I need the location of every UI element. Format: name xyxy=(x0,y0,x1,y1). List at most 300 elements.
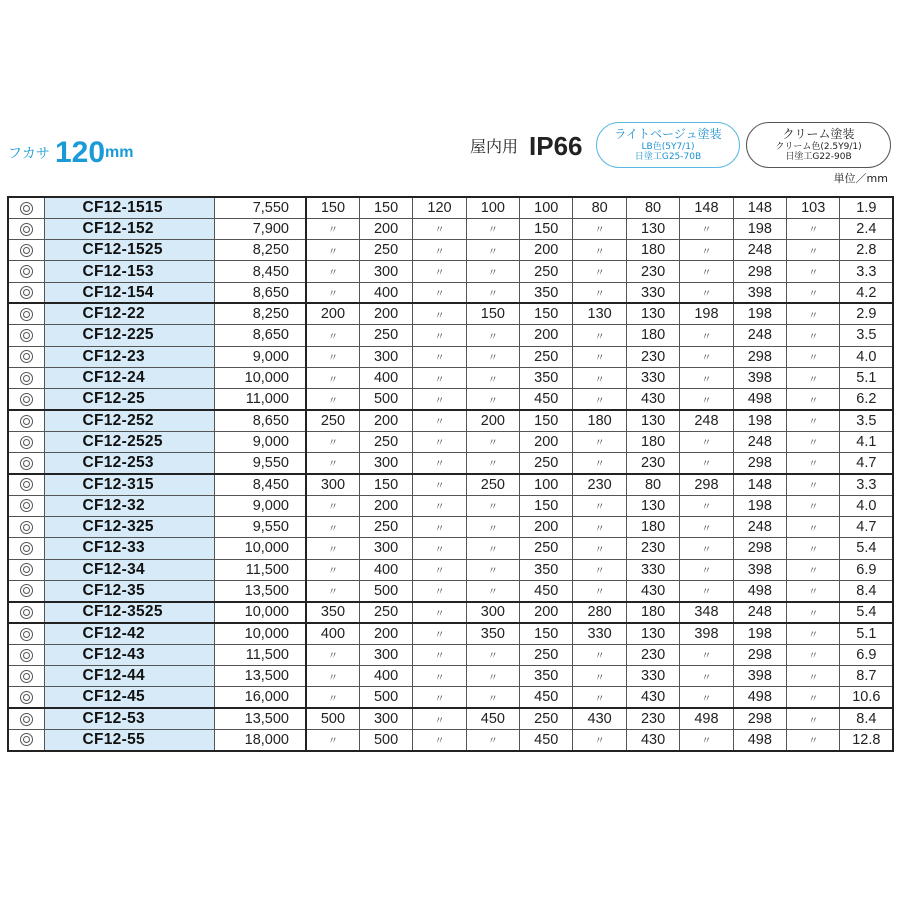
dimension-cell: 100 xyxy=(520,197,573,218)
double-circle-icon xyxy=(20,286,33,299)
dimension-cell: 298 xyxy=(733,708,786,729)
dimension-cell: 〃 xyxy=(680,559,733,580)
dimension-cell: 〃 xyxy=(787,729,840,750)
table-row xyxy=(8,367,893,388)
dimension-cell: 〃 xyxy=(413,623,466,644)
dimension-cell: 〃 xyxy=(787,410,840,431)
dimension-cell: 300 xyxy=(306,474,359,495)
dimension-cell: 148 xyxy=(733,474,786,495)
price-cell: 11,000 xyxy=(214,389,306,410)
dimension-cell: 130 xyxy=(626,303,679,324)
dimension-cell: 4.1 xyxy=(840,431,893,452)
table-row xyxy=(8,431,893,452)
dimension-cell: 〃 xyxy=(787,389,840,410)
dimension-cell: 2.4 xyxy=(840,218,893,239)
table-row xyxy=(8,495,893,516)
dimension-cell: 180 xyxy=(626,516,679,537)
double-circle-icon xyxy=(20,329,33,342)
dimension-cell: 〃 xyxy=(787,218,840,239)
dimension-cell: 〃 xyxy=(306,666,359,687)
table-row xyxy=(8,644,893,665)
dimension-cell: 〃 xyxy=(573,282,626,303)
dimension-cell: 150 xyxy=(359,474,412,495)
double-circle-icon xyxy=(20,649,33,662)
dimension-cell: 250 xyxy=(359,602,412,623)
dimension-cell: 〃 xyxy=(413,325,466,346)
dimension-cell: 〃 xyxy=(413,410,466,431)
dimension-cell: 450 xyxy=(520,580,573,601)
dimension-cell: 400 xyxy=(359,282,412,303)
dimension-cell: 300 xyxy=(359,346,412,367)
dimension-cell: 130 xyxy=(626,495,679,516)
dimension-cell: 398 xyxy=(733,282,786,303)
table-row xyxy=(8,666,893,687)
dimension-cell: 450 xyxy=(520,389,573,410)
double-circle-icon xyxy=(20,606,33,619)
table-row xyxy=(8,687,893,708)
double-circle-icon xyxy=(20,457,33,470)
dimension-cell: 250 xyxy=(359,516,412,537)
dimension-cell: 6.9 xyxy=(840,559,893,580)
dimension-cell: 〃 xyxy=(413,303,466,324)
double-circle-icon xyxy=(20,393,33,406)
dimension-cell: 330 xyxy=(626,666,679,687)
price-cell: 16,000 xyxy=(214,687,306,708)
row-icon-cell xyxy=(8,453,44,474)
dimension-cell: 〃 xyxy=(680,218,733,239)
dimension-cell: 398 xyxy=(680,623,733,644)
dimension-cell: 300 xyxy=(359,644,412,665)
dimension-cell: 500 xyxy=(359,687,412,708)
ip-rating: IP66 xyxy=(529,131,583,161)
double-circle-icon xyxy=(20,691,33,704)
dimension-cell: 230 xyxy=(626,453,679,474)
finish-lb-color-code: LB色(5Y7/1) xyxy=(641,141,695,152)
dimension-cell: 200 xyxy=(359,495,412,516)
row-icon-cell xyxy=(8,346,44,367)
finish-lb-title: ライトベージュ塗装 xyxy=(614,127,722,141)
table-row xyxy=(8,729,893,750)
dimension-cell: 〃 xyxy=(573,346,626,367)
dimension-cell: 〃 xyxy=(466,346,519,367)
dimension-cell: 400 xyxy=(359,367,412,388)
dimension-cell: 〃 xyxy=(787,687,840,708)
dimension-cell: 〃 xyxy=(787,495,840,516)
model-cell: CF12-225 xyxy=(44,325,214,346)
dimension-cell: 250 xyxy=(520,261,573,282)
dimension-cell: 〃 xyxy=(787,453,840,474)
unit-note: 単位／mm xyxy=(833,172,888,185)
row-icon-cell xyxy=(8,687,44,708)
row-icon-cell xyxy=(8,303,44,324)
dimension-cell: 〃 xyxy=(306,580,359,601)
table-row xyxy=(8,516,893,537)
dimension-cell: 230 xyxy=(626,708,679,729)
dimension-cell: 350 xyxy=(520,282,573,303)
dimension-cell: 400 xyxy=(359,666,412,687)
dimension-cell: 〃 xyxy=(306,261,359,282)
dimension-cell: 230 xyxy=(573,474,626,495)
row-icon-cell xyxy=(8,666,44,687)
dimension-cell: 〃 xyxy=(787,474,840,495)
dimension-cell: 300 xyxy=(466,602,519,623)
dimension-cell: 〃 xyxy=(680,240,733,261)
row-icon-cell xyxy=(8,495,44,516)
model-cell: CF12-44 xyxy=(44,666,214,687)
dimension-cell: 250 xyxy=(359,240,412,261)
dimension-cell: 330 xyxy=(626,282,679,303)
dimension-cell: 〃 xyxy=(413,261,466,282)
dimension-cell: 330 xyxy=(626,367,679,388)
model-cell: CF12-2525 xyxy=(44,431,214,452)
row-icon-cell xyxy=(8,410,44,431)
finish-cream-paint-code: 日塗工G22-90B xyxy=(785,152,852,163)
price-cell: 11,500 xyxy=(214,644,306,665)
dimension-cell: 250 xyxy=(520,346,573,367)
row-icon-cell xyxy=(8,602,44,623)
dimension-cell: 498 xyxy=(733,389,786,410)
double-circle-icon xyxy=(20,223,33,236)
finish-cream-color-code: クリーム色(2.5Y9/1) xyxy=(775,141,862,152)
table-row xyxy=(8,303,893,324)
dimension-cell: 〃 xyxy=(466,389,519,410)
dimension-cell: 〃 xyxy=(787,708,840,729)
price-cell: 7,550 xyxy=(214,197,306,218)
price-cell: 9,550 xyxy=(214,516,306,537)
dimension-cell: 350 xyxy=(520,559,573,580)
dimension-cell: 〃 xyxy=(573,367,626,388)
dimension-cell: 5.1 xyxy=(840,623,893,644)
dimension-cell: 10.6 xyxy=(840,687,893,708)
dimension-cell: 1.9 xyxy=(840,197,893,218)
dimension-cell: 148 xyxy=(680,197,733,218)
dimension-cell: 130 xyxy=(626,623,679,644)
dimension-cell: 250 xyxy=(359,325,412,346)
price-cell: 10,000 xyxy=(214,623,306,644)
model-cell: CF12-55 xyxy=(44,729,214,750)
dimension-cell: 400 xyxy=(359,559,412,580)
finish-lb-badge xyxy=(596,122,740,168)
dimension-cell: 4.7 xyxy=(840,453,893,474)
dimension-cell: 200 xyxy=(520,240,573,261)
dimension-cell: 150 xyxy=(520,303,573,324)
dimension-cell: 250 xyxy=(359,431,412,452)
model-cell: CF12-53 xyxy=(44,708,214,729)
dimension-cell: 298 xyxy=(733,453,786,474)
dimension-cell: 〃 xyxy=(413,346,466,367)
dimension-cell: 〃 xyxy=(413,367,466,388)
table-row xyxy=(8,389,893,410)
dimension-cell: 150 xyxy=(520,410,573,431)
dimension-cell: 130 xyxy=(626,218,679,239)
dimension-cell: 〃 xyxy=(306,325,359,346)
row-icon-cell xyxy=(8,282,44,303)
dimension-cell: 〃 xyxy=(466,580,519,601)
dimension-cell: 450 xyxy=(466,708,519,729)
dimension-cell: 498 xyxy=(680,708,733,729)
dimension-cell: 248 xyxy=(733,240,786,261)
dimension-cell: 280 xyxy=(573,602,626,623)
dimension-cell: 〃 xyxy=(466,240,519,261)
dimension-cell: 80 xyxy=(573,197,626,218)
dimension-cell: 〃 xyxy=(680,495,733,516)
table-row xyxy=(8,218,893,239)
dimension-cell: 〃 xyxy=(306,538,359,559)
dimension-cell: 〃 xyxy=(466,218,519,239)
dimension-cell: 398 xyxy=(733,367,786,388)
dimension-cell: 〃 xyxy=(413,431,466,452)
table-row xyxy=(8,261,893,282)
dimension-cell: 〃 xyxy=(573,261,626,282)
double-circle-icon xyxy=(20,478,33,491)
table-row xyxy=(8,410,893,431)
dimension-cell: 200 xyxy=(520,516,573,537)
dimension-cell: 180 xyxy=(626,602,679,623)
dimension-cell: 〃 xyxy=(413,516,466,537)
dimension-cell: 〃 xyxy=(413,495,466,516)
price-cell: 8,450 xyxy=(214,261,306,282)
dimension-cell: 230 xyxy=(626,538,679,559)
dimension-cell: 〃 xyxy=(573,389,626,410)
dimension-cell: 〃 xyxy=(466,261,519,282)
dimension-cell: 150 xyxy=(359,197,412,218)
dimension-cell: 398 xyxy=(733,666,786,687)
dimension-cell: 350 xyxy=(466,623,519,644)
dimension-cell: 198 xyxy=(733,623,786,644)
dimension-cell: 〃 xyxy=(680,453,733,474)
dimension-cell: 〃 xyxy=(466,559,519,580)
price-cell: 8,650 xyxy=(214,282,306,303)
model-cell: CF12-252 xyxy=(44,410,214,431)
depth-unit: mm xyxy=(105,144,134,161)
dimension-cell: 〃 xyxy=(413,282,466,303)
row-icon-cell xyxy=(8,325,44,346)
dimension-cell: 〃 xyxy=(680,282,733,303)
model-cell: CF12-1525 xyxy=(44,240,214,261)
price-cell: 10,000 xyxy=(214,538,306,559)
table-row xyxy=(8,453,893,474)
dimension-cell: 348 xyxy=(680,602,733,623)
dimension-cell: 〃 xyxy=(466,516,519,537)
dimension-cell: 〃 xyxy=(573,729,626,750)
dimension-cell: 〃 xyxy=(573,218,626,239)
dimension-cell: 〃 xyxy=(306,495,359,516)
double-circle-icon xyxy=(20,308,33,321)
dimension-cell: 〃 xyxy=(306,729,359,750)
dimension-cell: 〃 xyxy=(306,516,359,537)
dimension-cell: 298 xyxy=(680,474,733,495)
double-circle-icon xyxy=(20,670,33,683)
dimension-cell: 〃 xyxy=(573,644,626,665)
dimension-cell: 298 xyxy=(733,346,786,367)
dimension-cell: 〃 xyxy=(787,580,840,601)
dimension-cell: 150 xyxy=(520,218,573,239)
dimension-cell: 300 xyxy=(359,453,412,474)
double-circle-icon xyxy=(20,733,33,746)
dimension-cell: 120 xyxy=(413,197,466,218)
dimension-cell: 3.3 xyxy=(840,474,893,495)
model-cell: CF12-23 xyxy=(44,346,214,367)
dimension-cell: 〃 xyxy=(413,453,466,474)
dimension-cell: 〃 xyxy=(306,389,359,410)
model-cell: CF12-153 xyxy=(44,261,214,282)
dimension-cell: 80 xyxy=(626,197,679,218)
dimension-cell: 〃 xyxy=(787,240,840,261)
dimension-cell: 〃 xyxy=(466,431,519,452)
price-cell: 7,900 xyxy=(214,218,306,239)
dimension-cell: 200 xyxy=(359,623,412,644)
dimension-cell: 500 xyxy=(359,729,412,750)
dimension-cell: 230 xyxy=(626,261,679,282)
dimension-cell: 〃 xyxy=(680,367,733,388)
dimension-cell: 〃 xyxy=(306,687,359,708)
dimension-cell: 〃 xyxy=(466,495,519,516)
model-cell: CF12-24 xyxy=(44,367,214,388)
dimension-cell: 〃 xyxy=(787,303,840,324)
dimension-cell: 150 xyxy=(520,495,573,516)
dimension-cell: 〃 xyxy=(413,687,466,708)
dimension-cell: 500 xyxy=(306,708,359,729)
model-cell: CF12-315 xyxy=(44,474,214,495)
model-cell: CF12-325 xyxy=(44,516,214,537)
dimension-cell: 〃 xyxy=(573,580,626,601)
dimension-cell: 〃 xyxy=(573,538,626,559)
price-cell: 9,550 xyxy=(214,453,306,474)
table-row xyxy=(8,325,893,346)
table-row xyxy=(8,197,893,218)
dimension-cell: 〃 xyxy=(680,666,733,687)
dimension-cell: 〃 xyxy=(413,240,466,261)
price-cell: 10,000 xyxy=(214,367,306,388)
table-row xyxy=(8,282,893,303)
double-circle-icon xyxy=(20,350,33,363)
dimension-cell: 498 xyxy=(733,729,786,750)
dimension-cell: 2.8 xyxy=(840,240,893,261)
model-cell: CF12-22 xyxy=(44,303,214,324)
dimension-cell: 5.4 xyxy=(840,538,893,559)
dimension-cell: 〃 xyxy=(466,729,519,750)
dimension-cell: 330 xyxy=(573,623,626,644)
dimension-cell: 〃 xyxy=(787,367,840,388)
price-cell: 13,500 xyxy=(214,580,306,601)
dimension-cell: 430 xyxy=(626,580,679,601)
spec-table xyxy=(7,196,894,752)
price-cell: 13,500 xyxy=(214,666,306,687)
double-circle-icon xyxy=(20,499,33,512)
table-row xyxy=(8,708,893,729)
dimension-cell: 430 xyxy=(573,708,626,729)
dimension-cell: 430 xyxy=(626,687,679,708)
price-cell: 9,000 xyxy=(214,346,306,367)
model-cell: CF12-1515 xyxy=(44,197,214,218)
dimension-cell: 〃 xyxy=(573,559,626,580)
dimension-cell: 250 xyxy=(520,708,573,729)
table-row xyxy=(8,240,893,261)
table-row xyxy=(8,623,893,644)
dimension-cell: 450 xyxy=(520,729,573,750)
dimension-cell: 〃 xyxy=(466,687,519,708)
dimension-cell: 〃 xyxy=(466,666,519,687)
dimension-cell: 〃 xyxy=(306,367,359,388)
dimension-cell: 198 xyxy=(733,410,786,431)
dimension-cell: 〃 xyxy=(573,431,626,452)
dimension-cell: 150 xyxy=(520,623,573,644)
dimension-cell: 200 xyxy=(359,218,412,239)
dimension-cell: 〃 xyxy=(680,325,733,346)
dimension-cell: 12.8 xyxy=(840,729,893,750)
row-icon-cell xyxy=(8,729,44,750)
model-cell: CF12-45 xyxy=(44,687,214,708)
spec-table-body xyxy=(8,197,893,751)
row-icon-cell xyxy=(8,367,44,388)
dimension-cell: 〃 xyxy=(680,580,733,601)
dimension-cell: 〃 xyxy=(787,325,840,346)
dimension-cell: 180 xyxy=(573,410,626,431)
dimension-cell: 4.0 xyxy=(840,495,893,516)
dimension-cell: 100 xyxy=(520,474,573,495)
model-cell: CF12-34 xyxy=(44,559,214,580)
dimension-cell: 4.0 xyxy=(840,346,893,367)
dimension-cell: 198 xyxy=(733,303,786,324)
row-icon-cell xyxy=(8,431,44,452)
dimension-cell: 130 xyxy=(573,303,626,324)
dimension-cell: 230 xyxy=(626,644,679,665)
dimension-cell: 〃 xyxy=(466,453,519,474)
double-circle-icon xyxy=(20,713,33,726)
double-circle-icon xyxy=(20,563,33,576)
dimension-cell: 250 xyxy=(520,644,573,665)
dimension-cell: 198 xyxy=(680,303,733,324)
row-icon-cell xyxy=(8,559,44,580)
table-row xyxy=(8,538,893,559)
row-icon-cell xyxy=(8,218,44,239)
dimension-cell: 3.5 xyxy=(840,325,893,346)
price-cell: 11,500 xyxy=(214,559,306,580)
dimension-cell: 〃 xyxy=(413,389,466,410)
dimension-cell: 398 xyxy=(733,559,786,580)
indoor-label: 屋内用 xyxy=(470,137,519,156)
dimension-cell: 〃 xyxy=(306,346,359,367)
dimension-cell: 〃 xyxy=(787,559,840,580)
double-circle-icon xyxy=(20,415,33,428)
dimension-cell: 130 xyxy=(626,410,679,431)
dimension-cell: 〃 xyxy=(787,516,840,537)
table-row xyxy=(8,474,893,495)
dimension-cell: 〃 xyxy=(680,538,733,559)
dimension-cell: 430 xyxy=(626,729,679,750)
dimension-cell: 100 xyxy=(466,197,519,218)
dimension-cell: 300 xyxy=(359,708,412,729)
table-row xyxy=(8,602,893,623)
dimension-cell: 200 xyxy=(520,602,573,623)
dimension-cell: 〃 xyxy=(680,644,733,665)
dimension-cell: 〃 xyxy=(306,559,359,580)
double-circle-icon xyxy=(20,244,33,257)
price-cell: 18,000 xyxy=(214,729,306,750)
row-icon-cell xyxy=(8,389,44,410)
dimension-cell: 200 xyxy=(520,325,573,346)
row-icon-cell xyxy=(8,538,44,559)
dimension-cell: 298 xyxy=(733,644,786,665)
dimension-cell: 〃 xyxy=(413,729,466,750)
dimension-cell: 450 xyxy=(520,687,573,708)
dimension-cell: 8.4 xyxy=(840,708,893,729)
table-row xyxy=(8,559,893,580)
row-icon-cell xyxy=(8,240,44,261)
dimension-cell: 300 xyxy=(359,261,412,282)
price-cell: 8,250 xyxy=(214,303,306,324)
dimension-cell: 〃 xyxy=(413,580,466,601)
